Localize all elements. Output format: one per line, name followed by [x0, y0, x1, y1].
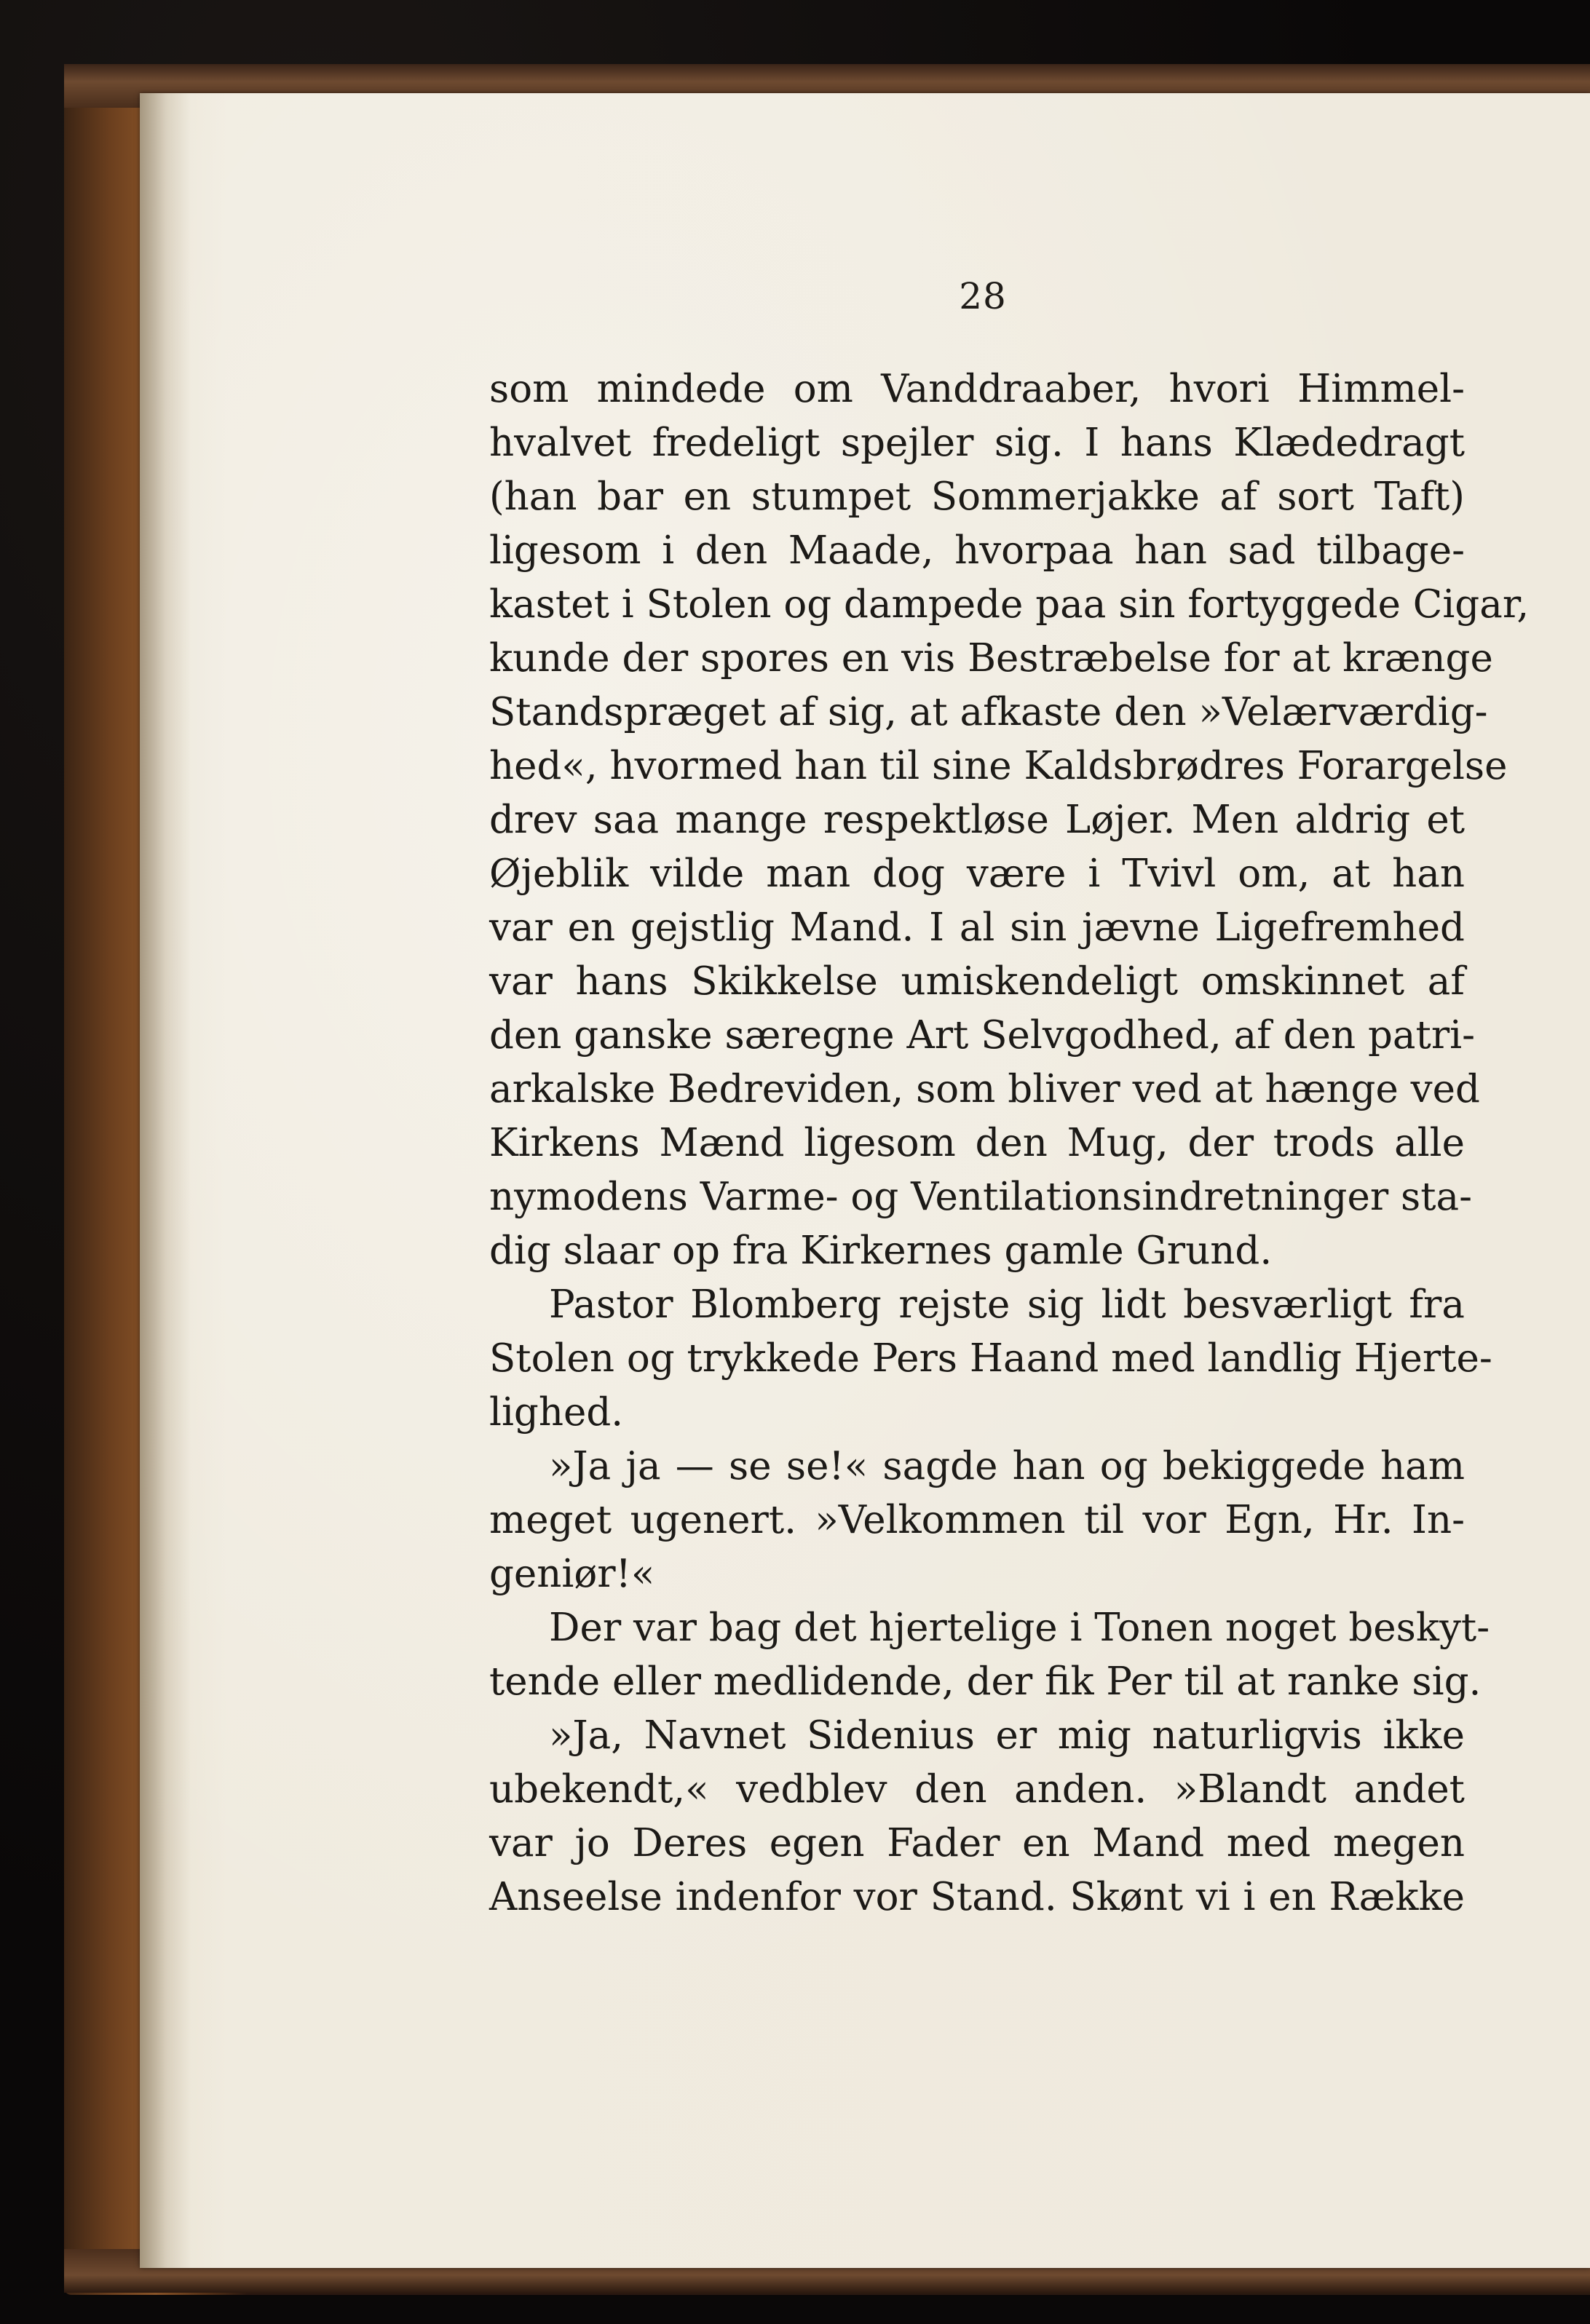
text-line: kunde der spores en vis Bestræbelse for at krænge — [489, 636, 1493, 681]
text-line: Øjeblik vilde man dog være i Tvivl om, at han — [489, 852, 1465, 896]
text-line: Pastor Blomberg rejste sig lidt besværligt fra — [549, 1282, 1465, 1327]
text-line: meget ugenert. »Velkommen til vor Egn, Hr. In- — [489, 1498, 1465, 1542]
text-line: kastet i Stolen og dampede paa sin fortyggede Cigar, — [489, 582, 1530, 627]
text-line: geniør!« — [489, 1552, 655, 1596]
text-line: var jo Deres egen Fader en Mand med megen — [489, 1821, 1465, 1865]
text-line: var en gejstlig Mand. I al sin jævne Ligefremhed — [489, 905, 1465, 950]
text-line: Stolen og trykkede Pers Haand med landlig Hjerte- — [489, 1336, 1492, 1381]
text-line: (han bar en stumpet Sommerjakke af sort Taft) — [489, 475, 1465, 519]
text-line: lighed. — [489, 1390, 624, 1435]
page-body-text — [489, 362, 1530, 1924]
text-line: tende eller medlidende, der fik Per til at ranke sig. — [489, 1659, 1482, 1704]
page-gutter — [140, 93, 191, 2268]
text-line: drev saa mange respektløse Løjer. Men aldrig et — [489, 798, 1465, 842]
text-line: hvalvet fredeligt spejler sig. I hans Klædedragt — [489, 421, 1465, 465]
text-line: dig slaar op fra Kirkernes gamle Grund. — [489, 1229, 1273, 1273]
page-number: 28 — [959, 275, 1007, 317]
text-line: var hans Skikkelse umiskendeligt omskinnet af — [489, 959, 1465, 1004]
text-line: ubekendt,« vedblev den anden. »Blandt andet — [489, 1767, 1465, 1812]
text-line: hed«, hvormed han til sine Kaldsbrødres Forargelse — [489, 744, 1508, 788]
text-line: nymodens Varme- og Ventilationsindretninger sta- — [489, 1175, 1473, 1219]
text-line: som mindede om Vanddraaber, hvori Himmel- — [489, 367, 1465, 411]
text-line: ligesom i den Maade, hvorpaa han sad tilbage- — [489, 528, 1465, 573]
text-line: arkalske Bedreviden, som bliver ved at hænge ved — [489, 1067, 1480, 1111]
text-line: Standspræget af sig, at afkaste den »Velærværdig- — [489, 690, 1488, 734]
text-line: Anseelse indenfor vor Stand. Skønt vi i en Række — [489, 1875, 1465, 1919]
text-line: »Ja ja — se se!« sagde han og bekiggede ham — [549, 1444, 1465, 1488]
text-line: Kirkens Mænd ligesom den Mug, der trods alle — [489, 1121, 1465, 1165]
text-line: Der var bag det hjertelige i Tonen noget beskyt- — [549, 1606, 1490, 1650]
text-line: den ganske særegne Art Selvgodhed, af den patri- — [489, 1013, 1476, 1058]
text-line: »Ja, Navnet Sidenius er mig naturligvis ikke — [549, 1713, 1465, 1758]
